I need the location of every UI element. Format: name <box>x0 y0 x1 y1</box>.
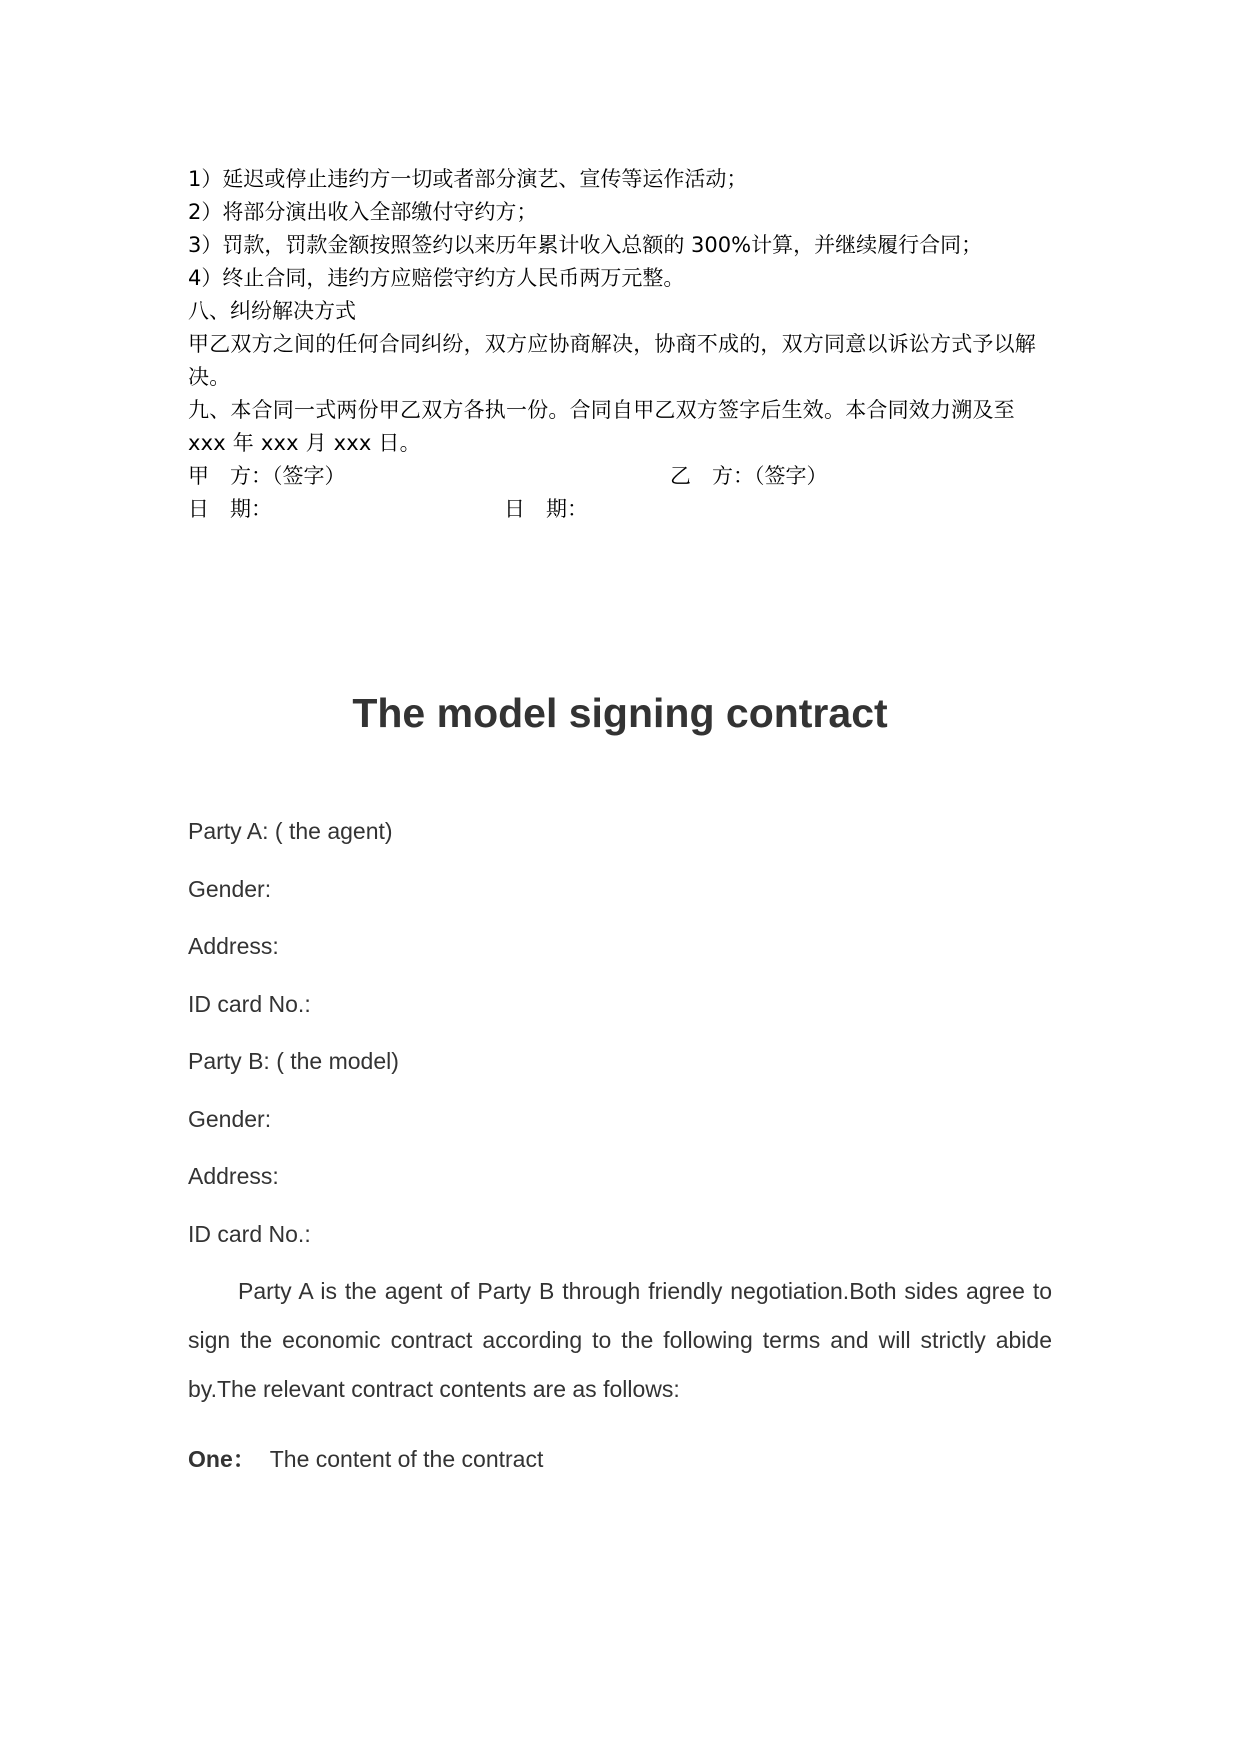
breach-clause-3: 3）罚款，罚款金额按照签约以来历年累计收入总额的 300%计算，并继续履行合同； <box>188 233 983 257</box>
dispute-heading: 八、纠纷解决方式 <box>188 299 356 323</box>
dispute-text: 甲乙双方之间的任何合同纠纷，双方应协商解决，协商不成的，双方同意以诉讼方式予以解决。 <box>188 332 1036 389</box>
party-b-id-card: ID card No.: <box>188 1221 311 1247</box>
section-one-label: One <box>188 1446 233 1472</box>
party-b-signature: 乙 方：（签字） <box>670 464 828 488</box>
intro-paragraph: Party A is the agent of Party B through friendly negotiation.Both sides agree to sign the economic contract according to the following terms and will strictly abide by.The relevant contract contents are as follows: <box>188 1278 1052 1402</box>
section-one-text: The content of the contract <box>269 1446 544 1472</box>
section-one-heading <box>188 1441 543 1474</box>
chinese-contract-section <box>188 163 1058 526</box>
party-b-heading: Party B: ( the model) <box>188 1048 399 1074</box>
breach-clause-1: 1）延迟或停止违约方一切或者部分演艺、宣传等运作活动； <box>188 167 748 191</box>
party-a-address: Address: <box>188 933 279 959</box>
section-one-separator: ： <box>232 1446 256 1472</box>
party-a-heading: Party A: ( the agent) <box>188 818 393 844</box>
party-a-gender: Gender: <box>188 876 272 902</box>
signature-row <box>188 460 1058 493</box>
party-a-date: 日 期： <box>188 497 272 521</box>
party-a-signature: 甲 方：（签字） <box>188 464 346 488</box>
contract-title: The model signing contract <box>352 690 888 736</box>
copies-text: 九、本合同一式两份甲乙双方各执一份。合同自甲乙双方签字后生效。本合同效力溯及至 xxx 年 xxx 月 xxx 日。 <box>188 398 1015 455</box>
party-a-id-card: ID card No.: <box>188 991 311 1017</box>
party-b-address: Address: <box>188 1163 279 1189</box>
breach-clause-4: 4）终止合同，违约方应赔偿守约方人民币两万元整。 <box>188 266 685 290</box>
party-b-date: 日 期： <box>504 497 588 521</box>
party-b-gender: Gender: <box>188 1106 272 1132</box>
date-row <box>188 493 1058 526</box>
breach-clause-2: 2）将部分演出收入全部缴付守约方； <box>188 200 538 224</box>
